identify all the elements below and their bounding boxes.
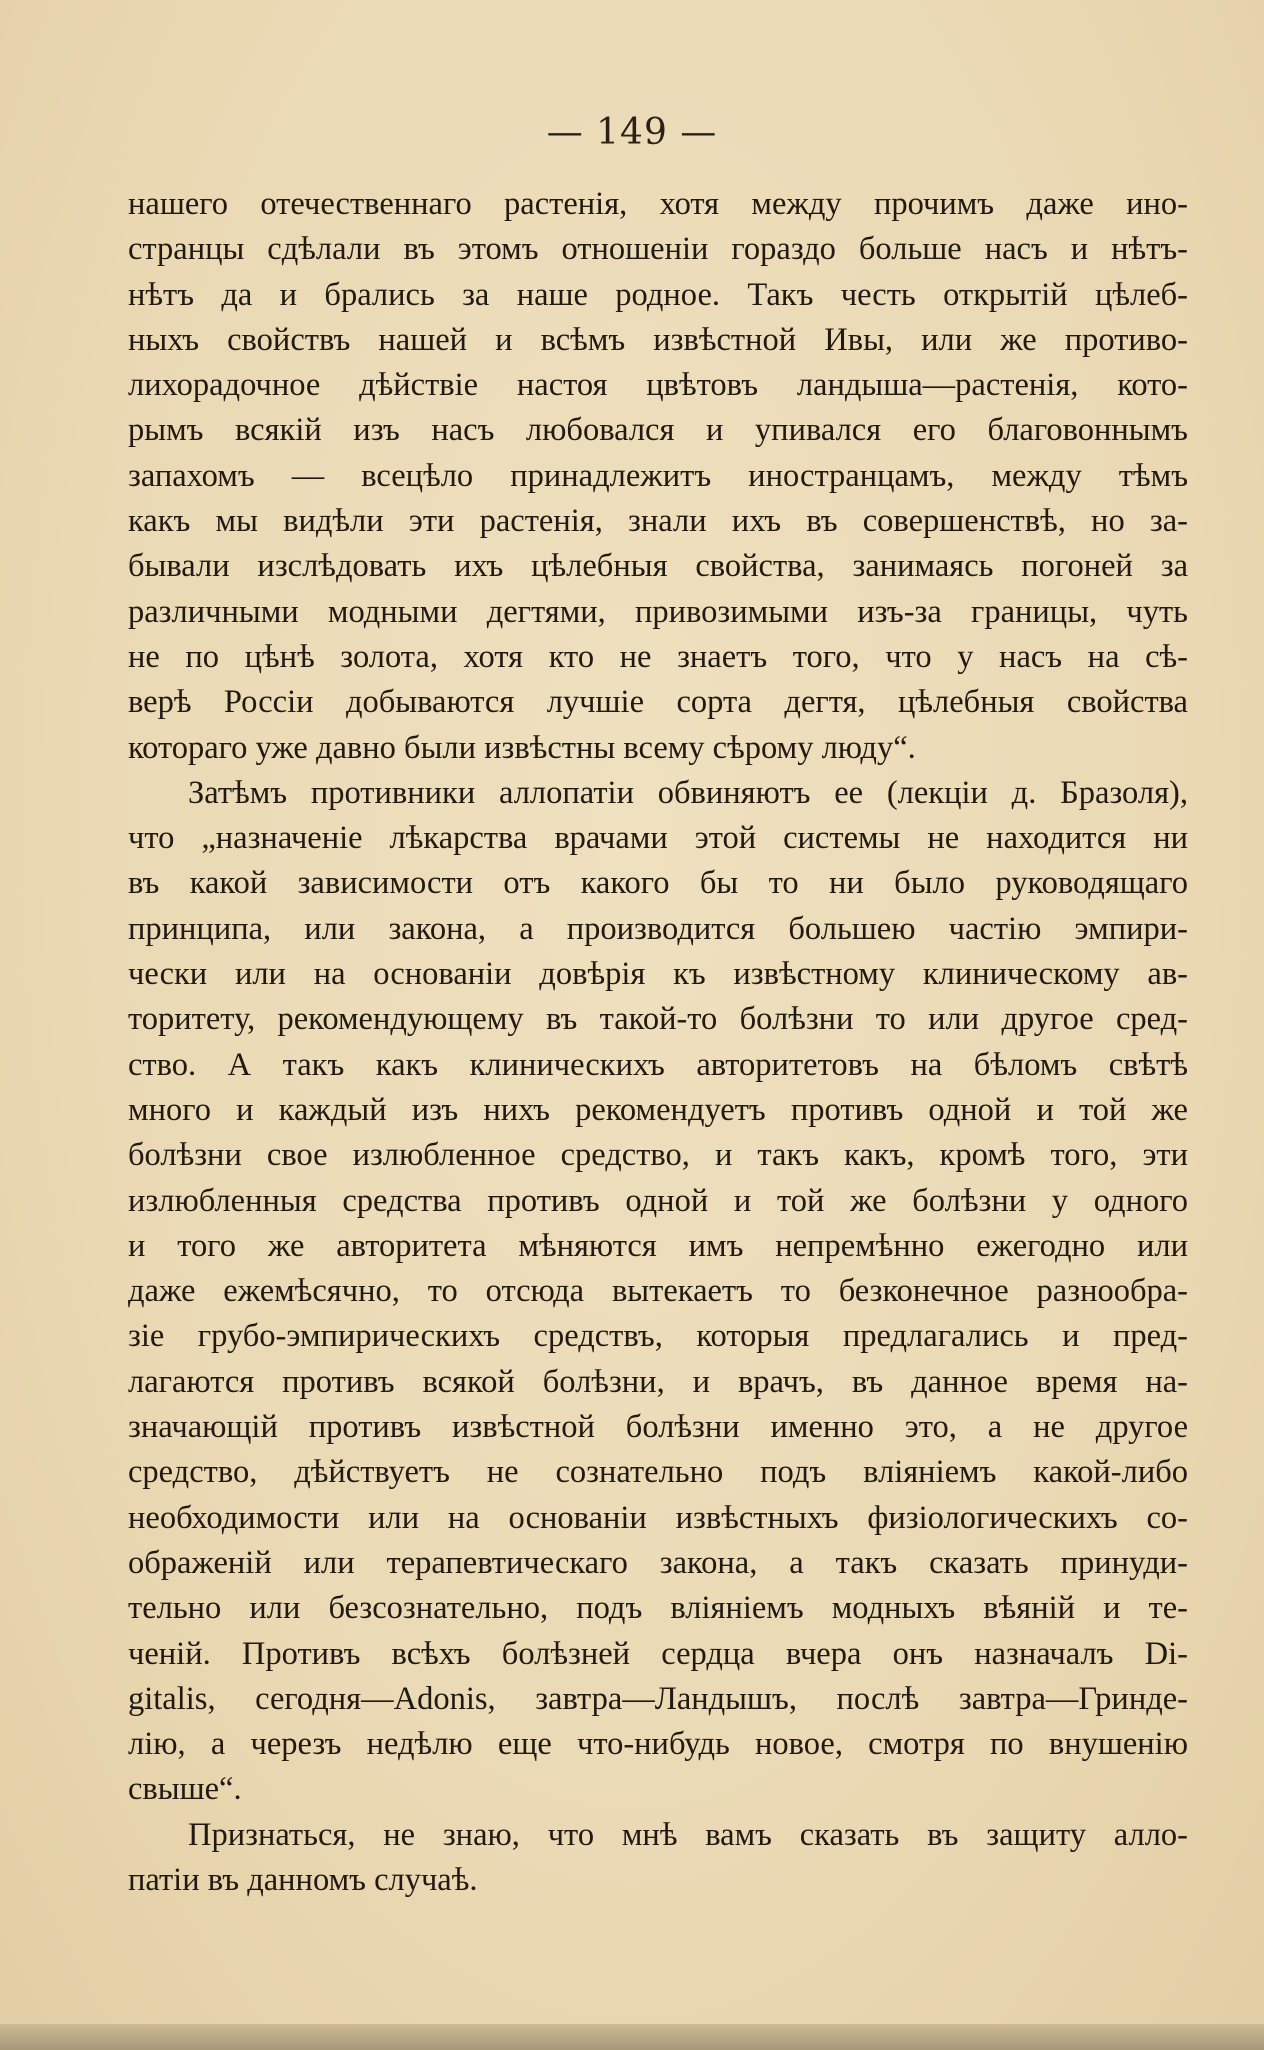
text-line: ченій. Противъ всѣхъ болѣзней сердца вчера онъ назначалъ Di- [128, 1635, 1188, 1672]
text-line: болѣзни свое излюбленное средство, и такъ какъ, кромѣ того, эти [128, 1137, 1188, 1174]
text-line: бывали изслѣдовать ихъ цѣлебныя свойства, занимаясь погоней за [128, 548, 1188, 585]
text-line: патіи въ данномъ случаѣ. [128, 1861, 478, 1898]
text-line: зіе грубо-эмпирическихъ средствъ, которыя предлагались и пред- [128, 1318, 1188, 1355]
body-text [128, 182, 1188, 1903]
text-line: свыше“. [128, 1771, 242, 1808]
text-line: ображеній или терапевтическаго закона, а такъ сказать принуди- [128, 1544, 1188, 1581]
paragraph-1 [128, 182, 1188, 771]
text-line: запахомъ — всецѣло принадлежитъ иностранцамъ, между тѣмъ [128, 457, 1188, 494]
text-line: какъ мы видѣли эти растенія, знали ихъ въ совершенствѣ, но за- [128, 503, 1188, 540]
text-line: странцы сдѣлали въ этомъ отношеніи гораздо больше насъ и нѣтъ- [128, 231, 1188, 268]
text-line: лію, а черезъ недѣлю еще что-нибудь новое, смотря по внушенію [128, 1726, 1188, 1763]
text-line: нашего отечественнаго растенія, хотя между прочимъ даже ино- [128, 186, 1188, 222]
text-line: рымъ всякій изъ насъ любовался и упивался его благовоннымъ [128, 412, 1188, 449]
text-line: значающій противъ извѣстной болѣзни именно это, а не другое [128, 1409, 1188, 1446]
text-line: чески или на основаніи довѣрія къ извѣстному клиническому ав- [128, 956, 1188, 993]
text-line: котораго уже давно были извѣстны всему сѣрому люду“. [128, 729, 916, 766]
text-line: нѣтъ да и брались за наше родное. Такъ честь открытій цѣлеб- [128, 276, 1188, 313]
paragraph-2 [128, 771, 1188, 1813]
text-line: торитету, рекомендующему въ такой-то болѣзни то или другое сред- [128, 1001, 1188, 1038]
page-edge-shadow [0, 2024, 1264, 2050]
page-number: — 149 — [546, 112, 718, 153]
text-line: ство. А такъ какъ клиническихъ авторитетовъ на бѣломъ свѣтѣ [128, 1046, 1188, 1083]
text-line: что „назначеніе лѣкарства врачами этой системы не находится ни [128, 820, 1188, 857]
paragraph-3 [128, 1813, 1188, 1904]
text-line: не по цѣнѣ золота, хотя кто не знаетъ того, что у насъ на сѣ- [128, 638, 1188, 675]
text-line: принципа, или закона, а производится большею частію эмпири- [128, 910, 1188, 947]
text-line: верѣ Россіи добываются лучшіе сорта дегтя, цѣлебныя свойства [128, 684, 1188, 721]
text-line: gitalis, сегодня—Adonis, завтра—Ландышъ, послѣ завтра—Гринде- [128, 1680, 1188, 1717]
text-line: лихорадочное дѣйствіе настоя цвѣтовъ ландыша—растенія, кото- [128, 367, 1188, 404]
text-line: ныхъ свойствъ нашей и всѣмъ извѣстной Ивы, или же противо- [128, 321, 1188, 358]
text-line: средство, дѣйствуетъ не сознательно подъ вліяніемъ какой-либо [128, 1454, 1188, 1491]
text-line: въ какой зависимости отъ какого бы то ни было руководящаго [128, 865, 1188, 902]
text-line: много и каждый изъ нихъ рекомендуетъ противъ одной и той же [128, 1091, 1188, 1128]
text-line: и того же авторитета мѣняются имъ непремѣнно ежегодно или [128, 1227, 1188, 1264]
text-line: различными модными дегтями, привозимыми изъ-за границы, чуть [128, 593, 1188, 630]
text-line: необходимости или на основаніи извѣстныхъ физіологическихъ со- [128, 1499, 1188, 1536]
text-line: лагаются противъ всякой болѣзни, и врачъ, въ данное время на- [128, 1363, 1188, 1400]
text-line: Признаться, не знаю, что мнѣ вамъ сказать въ защиту алло- [188, 1816, 1188, 1853]
text-line: даже ежемѣсячно, то отсюда вытекаетъ то безконечное разнообра- [128, 1273, 1188, 1310]
text-line: излюбленныя средства противъ одной и той же болѣзни у одного [128, 1182, 1188, 1219]
text-line: тельно или безсознательно, подъ вліяніемъ модныхъ вѣяній и те- [128, 1590, 1188, 1627]
text-line: Затѣмъ противники аллопатіи обвиняютъ ее (лекціи д. Бразоля), [188, 774, 1188, 811]
